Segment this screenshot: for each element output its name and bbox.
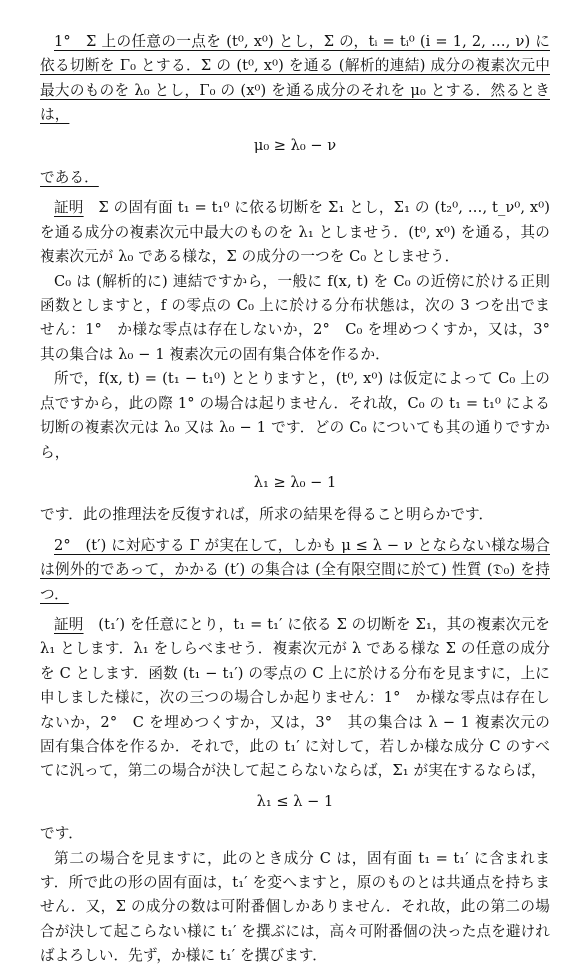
proof-label: 証明	[54, 199, 84, 217]
body-paragraph	[40, 367, 550, 465]
paragraph-text: です．此の推理法を反復すれば，所求の結果を得ること明らかです．	[40, 506, 494, 524]
body-paragraph	[40, 847, 550, 969]
body-paragraph	[40, 270, 565, 368]
paragraph-text: 1° Σ 上の任意の一点を (t⁰, x⁰) とし，Σ の，tᵢ = tᵢ⁰ (i = 1, 2, …, ν) に依る切断を Γ₀ とする．Σ の (t⁰, x⁰) を通る (解析的連結) 成分の複素次元中最大のものを λ₀ とし，Γ₀ の (x⁰) を通る成分のそれを μ₀ とする．然るときは，	[40, 33, 550, 124]
paragraph-text: 所で，f(x, t) = (t₁ − t₁⁰) ととりますと，(t⁰, x⁰) は仮定によって C₀ 上の点ですから，此の際 1° の場合は起りません．それ故，C₀ の t₁ = t₁⁰ による切断の複素次元は λ₀ 又は λ₀ − 1 です．どの C₀ についても其の通りですから，	[40, 370, 550, 461]
body-paragraph	[40, 196, 550, 269]
paragraph-text: である．	[40, 169, 99, 187]
display-equation: λ₁ ≤ λ − 1	[256, 792, 334, 810]
paragraph-text: (t₁′) を任意にとり，t₁ = t₁′ に依る Σ の切断を Σ₁，其の複素次元を λ₁ とします．λ₁ をしらべませう．複素次元が λ である様な Σ の任意の成分を C とします．函数 (t₁ − t₁′) の零点の C 上に於ける分布を見ますに，上に申しました様に，次の三つの場合しか起りません：1° か様な零点は存在しないか，2° C を埋めつくすか，又は，3° 其の集合は λ − 1 複素次元の固有集合体を作るか．それで，此の t₁′ に対して，若しか様な成分 C のすべてに汎って，第二の場合が決して起こらないならば，Σ₁ が実在するならば，	[40, 615, 551, 780]
paragraph-text: です．	[40, 825, 83, 843]
theorem-statement	[40, 534, 550, 607]
proof-label: 証明	[54, 615, 84, 633]
display-equation: μ₀ ≥ λ₀ − ν	[253, 136, 337, 154]
display-equation: λ₁ ≥ λ₀ − 1	[253, 473, 337, 491]
paragraph-text: C₀ は (解析的に) 連結ですから，一般に f(x, t) を C₀ の近傍に於ける正則函数としますと，f の零点の C₀ 上に於ける分布状態は，次の 3 つを出でません：1° か様な零点は存在しないか，2° C₀ を埋めつくすか，又は，3° 其の集合は λ₀ − 1 複素次元の固有集合体を作るか．	[40, 272, 565, 363]
theorem-statement	[40, 166, 550, 190]
body-paragraph	[40, 503, 550, 527]
body-paragraph	[40, 822, 550, 846]
paragraph-text: 2° (t′) に対応する Γ が実在して，しかも μ ≤ λ − ν とならない様な場合は例外的であって，かかる (t′) の集合は (全有限空間に於て) 性質 (𝔇₀) を持つ．	[40, 536, 550, 603]
body-paragraph	[40, 613, 550, 784]
theorem-statement	[40, 30, 550, 128]
paragraph-text: 第二の場合を見ますに，此のとき成分 C は，固有面 t₁ = t₁′ に含まれます．所で此の形の固有面は，t₁′ を変へますと，原のものとは共通点を持ちません．又，Σ の成分の数は可附番個しかありません．それ故，此の第二の場合が決して起こらない様に t₁′ を撰ぶには，高々可附番個の決った点を避ければよろしい．先ず，か様に t₁′ を撰びます．	[40, 849, 550, 965]
paragraph-text: Σ の固有面 t₁ = t₁⁰ に依る切断を Σ₁ とし，Σ₁ の (t₂⁰, …, t_ν⁰, x⁰) を通る成分の複素次元中最大のものを λ₁ としませう．(t⁰, x⁰) を通る，其の複素次元が λ₀ である様な，Σ の成分の一つを C₀ としませう．	[40, 199, 550, 266]
